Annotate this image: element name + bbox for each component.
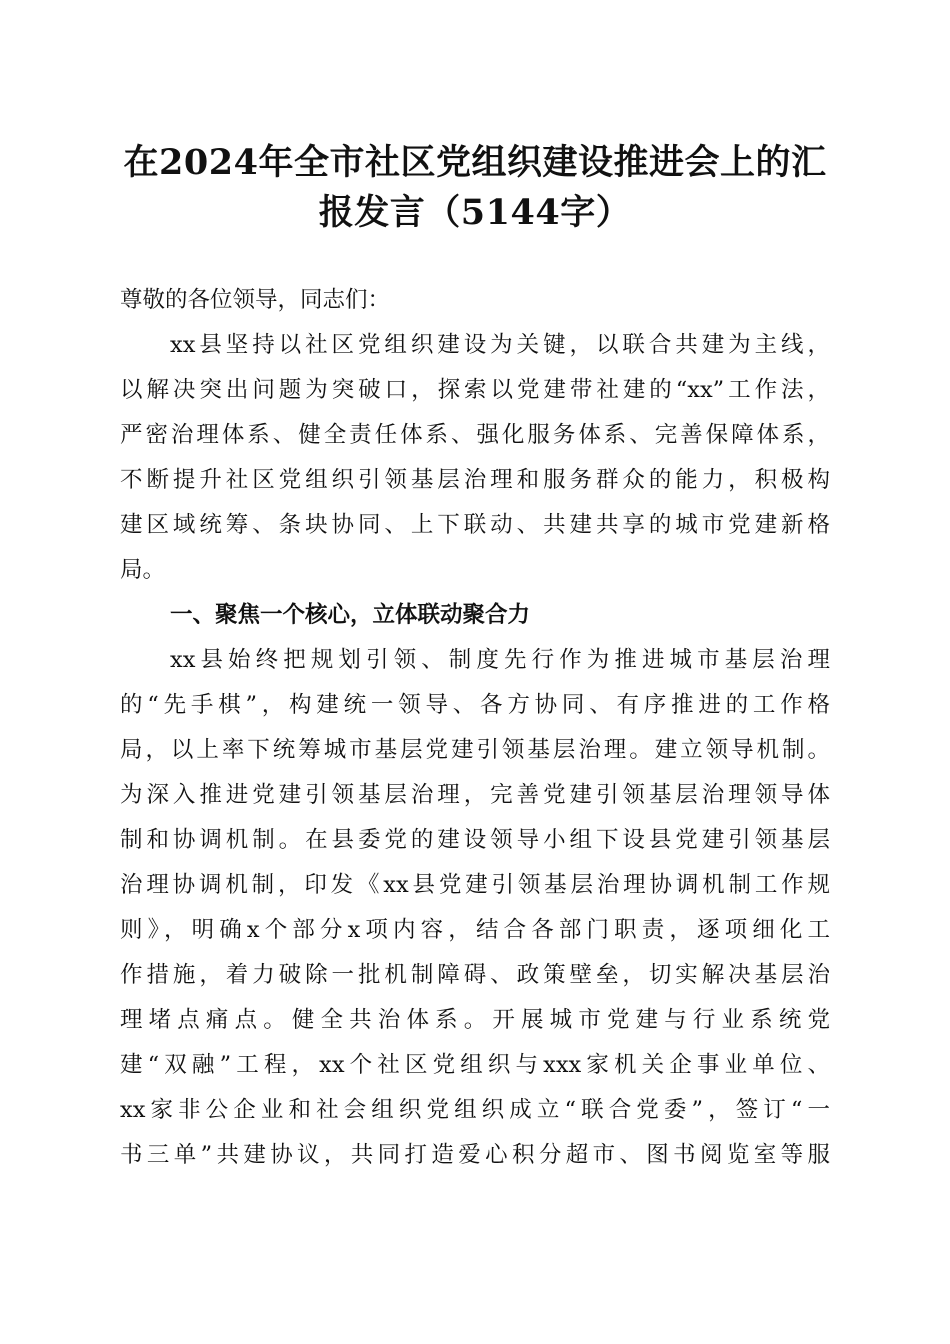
paragraph-line: 制和协调机制。在县委党的建设领导小组下设县党建引领基层 (120, 827, 830, 853)
paragraph-line: 书三单”共建协议，共同打造爱心积分超市、图书阅览室等服 (120, 1142, 830, 1168)
paragraph-line: xx家非公企业和社会组织党组织成立“联合党委”，签订“一 (120, 1097, 830, 1123)
paragraph-line: 以解决突出问题为突破口，探索以党建带社建的“xx”工作法， (120, 377, 830, 403)
paragraph-1 (120, 323, 830, 593)
paragraph-line: 为深入推进党建引领基层治理，完善党建引领基层治理领导体 (120, 782, 830, 808)
paragraph-line: 作措施，着力破除一批机制障碍、政策壁垒，切实解决基层治 (120, 962, 830, 988)
paragraph-line: 建区域统筹、条块协同、上下联动、共建共享的城市党建新格 (120, 512, 830, 538)
salutation: 尊敬的各位领导，同志们： (120, 287, 391, 313)
paragraph-line: 则》，明确x个部分x项内容，结合各部门职责，逐项细化工 (120, 917, 830, 943)
document-body (120, 278, 830, 1178)
paragraph-line: xx县始终把规划引领、制度先行作为推进城市基层治理 (170, 647, 830, 673)
document-title (110, 138, 840, 238)
paragraph-line: 理堵点痛点。健全共治体系。开展城市党建与行业系统党 (120, 1007, 830, 1033)
title-line-1: 在2024年全市社区党组织建设推进会上的汇 (123, 142, 827, 183)
paragraph-line: 的“先手棋”，构建统一领导、各方协同、有序推进的工作格 (120, 692, 830, 718)
paragraph-line: 局，以上率下统筹城市基层党建引领基层治理。建立领导机制。 (120, 737, 830, 763)
paragraph-line: 局。 (120, 557, 166, 583)
paragraph-2 (120, 638, 830, 1178)
paragraph-line: xx县坚持以社区党组织建设为关键，以联合共建为主线， (170, 332, 830, 358)
section-heading-1: 一、聚焦一个核心，立体联动聚合力 (170, 602, 531, 628)
paragraph-line: 严密治理体系、健全责任体系、强化服务体系、完善保障体系， (120, 422, 830, 448)
paragraph-line: 建“双融”工程，xx个社区党组织与xxx家机关企事业单位、 (120, 1052, 830, 1078)
paragraph-line: 治理协调机制，印发《xx县党建引领基层治理协调机制工作规 (120, 872, 830, 898)
paragraph-line: 不断提升社区党组织引领基层治理和服务群众的能力，积极构 (120, 467, 830, 493)
title-line-2: 报发言（5144字） (318, 192, 632, 233)
